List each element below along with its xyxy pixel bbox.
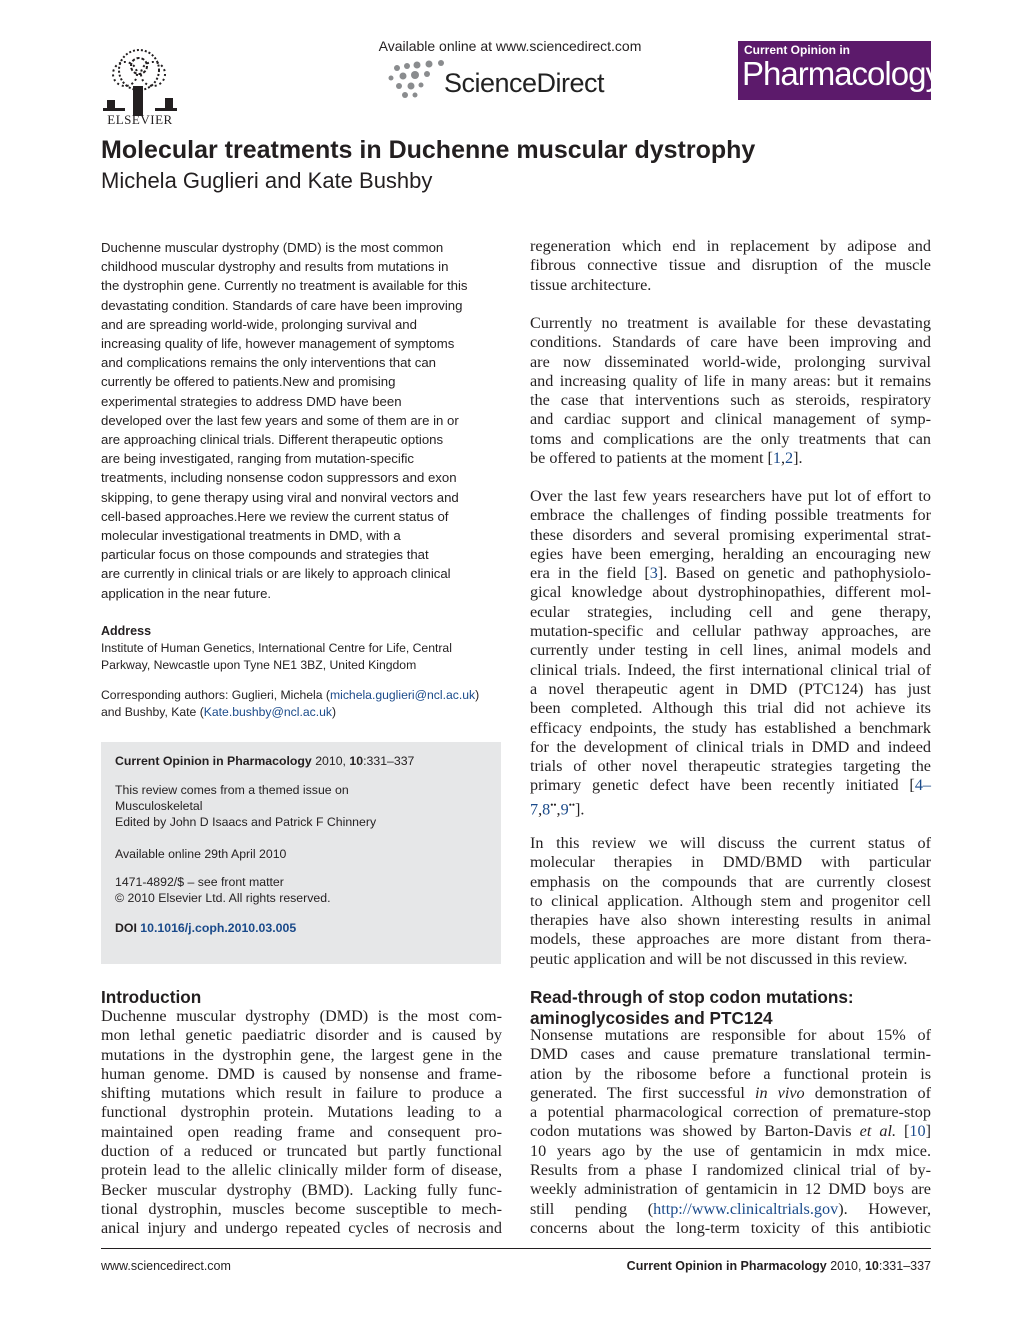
body-text: ,: [780, 449, 786, 468]
body-line: shifting mutations which result in failure to produce a: [101, 1084, 502, 1103]
body-text: generated. The first successful: [530, 1083, 755, 1102]
right-paragraph-2: [530, 314, 931, 468]
body-line: a potential pharmacological correction of premature-stop: [530, 1103, 931, 1122]
reference-link[interactable]: 3: [649, 564, 658, 583]
citation-pages: :331–337: [363, 754, 415, 768]
corresponding-text: Corresponding authors: Guglieri, Michela (: [101, 688, 330, 702]
copyright-line: [115, 890, 414, 906]
body-line: a novel therapeutic agent in DMD (PTC124) has just: [530, 679, 931, 698]
theme-line: This review comes from a themed issue on: [115, 783, 349, 797]
body-line: [530, 564, 931, 583]
abstract-line: Duchenne muscular dystrophy (DMD) is the most common: [101, 240, 444, 255]
body-line: functional dystrophin protein. Mutations leading to a: [101, 1103, 502, 1122]
address-line: Institute of Human Genetics, International Centre for Life, Central: [101, 641, 452, 655]
importance-marker: ••: [550, 799, 557, 810]
body-line: Becker muscular dystrophy (BMD). Lacking fully func-: [101, 1180, 502, 1199]
issn-line: 1471-4892/$ – see front matter: [115, 875, 284, 889]
importance-marker: ••: [568, 799, 575, 810]
journal-banner-line1: Current Opinion in: [744, 43, 850, 57]
body-line: concerns about the long-term toxicity of this antibiotic: [530, 1218, 931, 1237]
body-line: protein lead to the allelic clinically milder form of disease,: [101, 1161, 502, 1180]
abstract-line: devastating condition. Standards of care have been improving: [101, 297, 463, 313]
body-line: DMD cases and cause premature translational termin-: [530, 1045, 931, 1064]
body-text-italic: et al.: [859, 1122, 896, 1141]
body-line: for the development of clinical trials in DMD and indeed: [530, 737, 931, 756]
journal-banner: [738, 41, 941, 100]
body-line: currently under testing in cell lines, animal models and: [530, 641, 931, 660]
footer-journal: Current Opinion in Pharmacology: [626, 1259, 827, 1273]
body-line: Nonsense mutations are responsible for about 15% of: [530, 1026, 931, 1044]
body-line: emphasis on the compounds that are currently closest: [530, 872, 931, 891]
abstract-line: the dystrophin gene. Currently no treatment is available for this: [101, 278, 468, 294]
reference-link[interactable]: 7: [530, 800, 539, 819]
abstract-line: application in the near future.: [101, 585, 272, 601]
copyright-text: 2010 Elsevier Ltd. All rights reserved.: [127, 891, 331, 905]
body-text: ,: [556, 800, 561, 819]
abstract: [101, 238, 489, 603]
body-text: ].: [575, 800, 585, 819]
reference-link[interactable]: 1: [772, 449, 781, 468]
introduction-heading: Introduction: [101, 987, 202, 1007]
body-line: egies have been emerging, heralding an encouraging new: [530, 544, 931, 563]
body-text: still pending (: [530, 1199, 654, 1218]
body-line: gical knowledge about dystrophinopathies, different mol-: [530, 583, 931, 602]
body-line: ation by the ribosome before a functional protein is: [530, 1064, 931, 1083]
footer-divider: [101, 1248, 931, 1249]
address-block: [101, 640, 489, 673]
body-line: maintained open reading frame and consequent pro-: [101, 1122, 502, 1141]
body-text: [: [896, 1122, 910, 1141]
clinicaltrials-link[interactable]: http://www.clinicaltrials.gov: [653, 1199, 839, 1218]
email-link-bushby[interactable]: Kate.bushby@ncl.ac.uk: [203, 704, 332, 719]
body-line: peutic application and will be not discussed in this review.: [530, 949, 908, 968]
body-line: tissue architecture.: [530, 275, 652, 294]
body-line: [530, 796, 931, 820]
abstract-line: are being investigated, ranging from mutation-specific: [101, 451, 415, 467]
body-line: to clinical application. Although stem and progenitor cell: [530, 891, 931, 910]
copyright-icon: ©: [115, 891, 125, 905]
body-line: [530, 1122, 931, 1141]
body-line: Results from a phase I randomized clinical trial of by-: [530, 1161, 931, 1180]
body-line: [530, 449, 931, 468]
abstract-line: treatments, including nonsense codon suppressors and exon: [101, 470, 457, 486]
body-line: been completed. Although this trial did not achieve its: [530, 699, 931, 718]
abstract-line: skipping, to gene therapy using viral and nonviral vectors and: [101, 489, 459, 505]
article-title: Molecular treatments in Duchenne muscular dystrophy: [101, 136, 756, 164]
body-line: trials of other novel therapeutic strategies targeting the: [530, 757, 931, 776]
body-line: weekly administration of gentamicin in 12 DMD boys are: [530, 1180, 931, 1199]
body-line: [530, 1084, 931, 1103]
body-line: the case that interventions such as steroids, respiratory: [530, 391, 931, 410]
reference-link[interactable]: 9: [560, 800, 569, 819]
body-line: ecular strategies, including cell and gene therapy,: [530, 602, 931, 621]
journal-banner-line2: Pharmacology: [742, 55, 941, 92]
body-line: Over the last few years researchers have put lot of effort to: [530, 487, 931, 505]
readthrough-body: [530, 1026, 931, 1238]
abstract-line: and complications remains the only interventions that can: [101, 355, 436, 371]
citation-line: [115, 753, 414, 769]
abstract-line: cell-based approaches.Here we review the current status of: [101, 508, 449, 524]
address-line: Parkway, Newcastle upon Tyne NE1 3BZ, United Kingdom: [101, 657, 417, 672]
citation-journal: Current Opinion in Pharmacology: [115, 754, 312, 768]
body-line: duction of a reduced or truncated but partly functional: [101, 1142, 502, 1161]
reference-link[interactable]: 8: [542, 800, 551, 819]
body-text: ]. Based on genetic and pathophysiolo-: [657, 564, 931, 583]
corresponding-line: [101, 704, 489, 721]
corresponding-text: and Bushby, Kate (: [101, 704, 204, 719]
body-text: ,: [538, 800, 543, 819]
body-line: and increasing quality of life in many areas: but it remains: [530, 371, 931, 390]
footer-volume: 10: [864, 1259, 879, 1273]
body-line: mutation-specific and cellular pathway approaches, are: [530, 622, 931, 641]
citation-year: 2010,: [315, 754, 346, 768]
body-line: In this review we will discuss the current status of: [530, 834, 931, 852]
body-line: clinical trials. Indeed, the first international clinical trial of: [530, 660, 931, 679]
body-text: primary genetic defect have been recently initiated [: [530, 776, 915, 795]
abstract-line: developed over the last few years and some of them are in or: [101, 412, 459, 428]
reference-link[interactable]: 10: [909, 1122, 926, 1141]
body-line: conditions. Standards of care have been improving and: [530, 333, 931, 352]
body-line: Duchenne muscular dystrophy (DMD) is the most com-: [101, 1007, 502, 1025]
body-line: 10 years ago by the use of gentamicin in mdx mice.: [530, 1141, 931, 1160]
body-text-italic: in vivo: [754, 1083, 805, 1102]
abstract-line: are approaching clinical trials. Different therapeutic options: [101, 432, 444, 448]
right-paragraph-3: [530, 487, 931, 819]
reference-link[interactable]: 4–: [914, 776, 931, 795]
readthrough-heading: [530, 987, 854, 1029]
body-line: anical injury and undergo repeated cycles of necrosis and: [101, 1219, 502, 1238]
body-line: [530, 776, 931, 795]
sciencedirect-wordmark: ScienceDirect: [444, 68, 605, 98]
body-line: therapies have also shown interesting results in animal: [530, 911, 931, 930]
available-online-text: Available online at www.sciencedirect.com: [378, 38, 642, 54]
body-line: Currently no treatment is available for these devastating: [530, 314, 931, 332]
corresponding-line: [101, 687, 489, 704]
right-paragraph-1: [530, 237, 931, 295]
article-authors: Michela Guglieri and Kate Bushby: [101, 168, 433, 193]
abstract-line: are currently in clinical trials or are likely to approach clinical: [101, 566, 451, 582]
body-line: mon lethal genetic paediatric disorder and is caused by: [101, 1026, 502, 1045]
editors-line: Edited by John D Isaacs and Patrick F Chinnery: [115, 815, 377, 829]
footer-website: www.sciencedirect.com: [101, 1259, 231, 1273]
available-date: Available online 29th April 2010: [115, 847, 287, 861]
body-line: embrace the challenges of finding possible treatments for: [530, 506, 931, 525]
corresponding-authors: [101, 687, 489, 720]
readthrough-heading-line2: aminoglycosides and PTC124: [530, 1008, 773, 1028]
body-text: codon mutations was showed by Barton-Davis: [530, 1122, 860, 1141]
body-line: and cardiac support and clinical management of symp-: [530, 410, 931, 429]
footer-citation: [627, 1259, 931, 1273]
reference-link[interactable]: 2: [785, 449, 794, 468]
footer-pages: :331–337: [878, 1259, 931, 1273]
doi-line: [115, 920, 414, 936]
corresponding-text: ): [475, 688, 480, 702]
corresponding-text: ): [332, 704, 337, 719]
body-line: molecular therapies in DMD/BMD with particular: [530, 853, 931, 872]
abstract-line: particular focus on those compounds and strategies that: [101, 547, 429, 563]
readthrough-heading-line1: Read-through of stop codon mutations:: [530, 987, 854, 1007]
abstract-line: and are spreading world-wide, prolonging survival and: [101, 316, 417, 332]
abstract-line: molecular investigational treatments in DMD, with a: [101, 528, 401, 544]
body-text: be offered to patients at the moment [: [530, 449, 773, 468]
introduction-body: [101, 1007, 502, 1239]
body-text: ]: [925, 1122, 931, 1141]
abstract-line: childhood muscular dystrophy and results from mutations in: [101, 259, 449, 275]
body-text: ). However,: [838, 1199, 931, 1218]
right-paragraph-4: [530, 834, 931, 969]
publisher-name: ELSEVIER: [107, 112, 173, 127]
body-line: toms and complications are the only treatments that can: [530, 429, 931, 448]
footer-year: 2010,: [830, 1259, 862, 1273]
body-line: tional dystrophin, muscles become susceptible to mech-: [101, 1199, 502, 1218]
body-line: fibrous connective tissue and disruption of the muscle: [530, 256, 931, 275]
abstract-line: increasing quality of life, however management of symptoms: [101, 336, 455, 352]
doi-label: DOI: [115, 921, 137, 935]
body-line: are now disseminated world-wide, prolonging survival: [530, 352, 931, 371]
body-text: ].: [793, 449, 803, 468]
email-link-guglieri[interactable]: michela.guglieri@ncl.ac.uk: [329, 688, 476, 702]
body-text: demonstration of: [804, 1083, 931, 1102]
body-line: efficacy endpoints, the study has established a benchmark: [530, 718, 931, 737]
body-line: human genome. DMD is caused by nonsense and frame-: [101, 1064, 502, 1083]
body-line: these disorders and several promising experimental strat-: [530, 525, 931, 544]
doi-link[interactable]: 10.1016/j.coph.2010.03.005: [140, 921, 297, 935]
body-line: [530, 1200, 931, 1219]
address-heading: Address: [101, 624, 152, 638]
abstract-line: experimental strategies to address DMD have been: [101, 393, 402, 409]
abstract-line: currently be offered to patients.New and promising: [101, 374, 396, 390]
theme-name: Musculoskeletal: [115, 799, 203, 813]
body-line: regeneration which end in replacement by adipose and: [530, 237, 931, 255]
body-text: era in the field [: [530, 564, 650, 583]
article-info-box: [101, 742, 501, 964]
body-line: models, these approaches are more distant from thera-: [530, 930, 931, 949]
body-line: mutations in the dystrophin gene, the largest gene in the: [101, 1045, 502, 1064]
citation-volume: 10: [349, 754, 364, 768]
